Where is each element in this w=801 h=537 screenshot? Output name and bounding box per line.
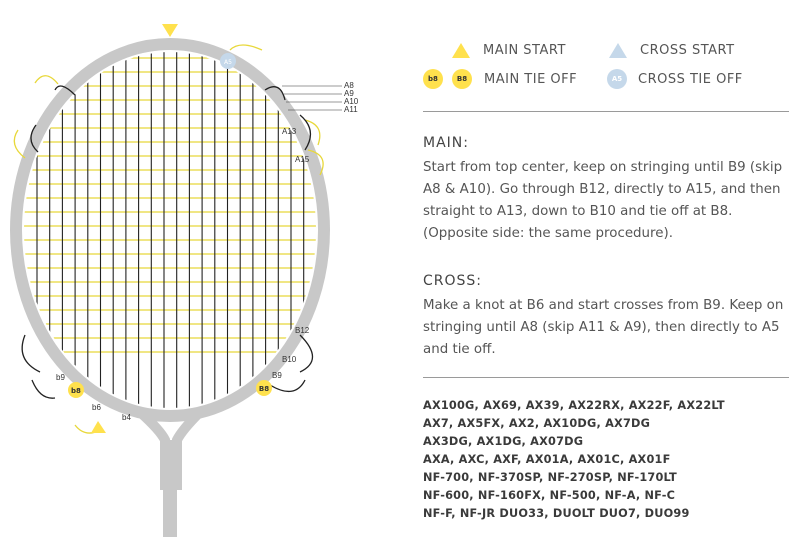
label-b12: B12 — [295, 326, 310, 335]
legend-main-start — [452, 38, 566, 62]
label-b6: b6 — [92, 403, 101, 412]
main-tie-off-dot-icon: B8 — [452, 69, 472, 89]
legend-main-tie-off — [423, 67, 577, 91]
main-tie-off-marker-right-label: B8 — [258, 385, 270, 393]
legend-main-tie-off-label: MAIN TIE OFF — [484, 71, 578, 87]
tie-loops — [22, 86, 312, 398]
racket-stringing-diagram — [0, 0, 400, 537]
legend-cross-start-label: CROSS START — [640, 42, 735, 58]
model-line: AX3DG, AX1DG, AX07DG — [423, 435, 584, 448]
legend-cross-tie-off-label: CROSS TIE OFF — [638, 71, 743, 87]
main-start-marker-bottom — [91, 421, 106, 433]
label-a10: A10 — [344, 97, 359, 106]
model-line: NF-700, NF-370SP, NF-270SP, NF-170LT — [423, 471, 677, 484]
model-line: NF-F, NF-JR DUO33, DUOLT DUO7, DUO99 — [423, 507, 690, 520]
label-a11: A11 — [344, 105, 358, 114]
legend-cross-start — [609, 38, 735, 62]
label-b4: b4 — [122, 413, 131, 422]
divider — [423, 377, 789, 378]
main-start-triangle-icon — [452, 43, 470, 58]
compatible-models-list — [423, 397, 793, 523]
label-a8: A8 — [344, 81, 354, 90]
cross-section-text: Make a knot at B6 and start crosses from B9. Keep on stringing until A8 (skip A11 & A9), then directly to A5 and tie off. — [423, 298, 784, 357]
label-a15: A15 — [295, 155, 310, 164]
main-start-marker-top — [162, 24, 178, 37]
cross-tie-off-dot-icon: A5 — [607, 69, 627, 89]
label-a9: A9 — [344, 89, 354, 98]
model-line: AX100G, AX69, AX39, AX22RX, AX22F, AX22LT — [423, 399, 725, 412]
racket-shaft — [163, 440, 177, 537]
cross-tie-off-marker-label: A5 — [224, 59, 232, 66]
hole-labels — [56, 81, 359, 422]
main-tie-off-dot-icon: b8 — [423, 69, 443, 89]
model-line: AX7, AX5FX, AX2, AX10DG, AX7DG — [423, 417, 651, 430]
model-line: NF-600, NF-160FX, NF-500, NF-A, NF-C — [423, 489, 676, 502]
main-section-text: Start from top center, keep on stringing until B9 (skip A8 & A10). Go through B12, directly to A15, and then straight to A13, down to B10 and tie off at B8. (Opposite side: the same procedure). — [423, 160, 783, 241]
label-b9-left: b9 — [56, 373, 65, 382]
legend-cross-tie-off — [607, 67, 743, 91]
model-line: AXA, AXC, AXF, AX01A, AX01C, AX01F — [423, 453, 671, 466]
label-b10: B10 — [282, 355, 297, 364]
main-tie-off-marker-left-label: b8 — [71, 387, 81, 395]
cross-start-triangle-icon — [609, 43, 627, 58]
label-a13: A13 — [282, 127, 297, 136]
divider — [423, 111, 789, 112]
cross-section-title: CROSS: — [423, 273, 483, 289]
main-section-title: MAIN: — [423, 135, 469, 151]
label-b9-right: B9 — [272, 371, 282, 380]
legend-main-start-label: MAIN START — [483, 42, 566, 58]
